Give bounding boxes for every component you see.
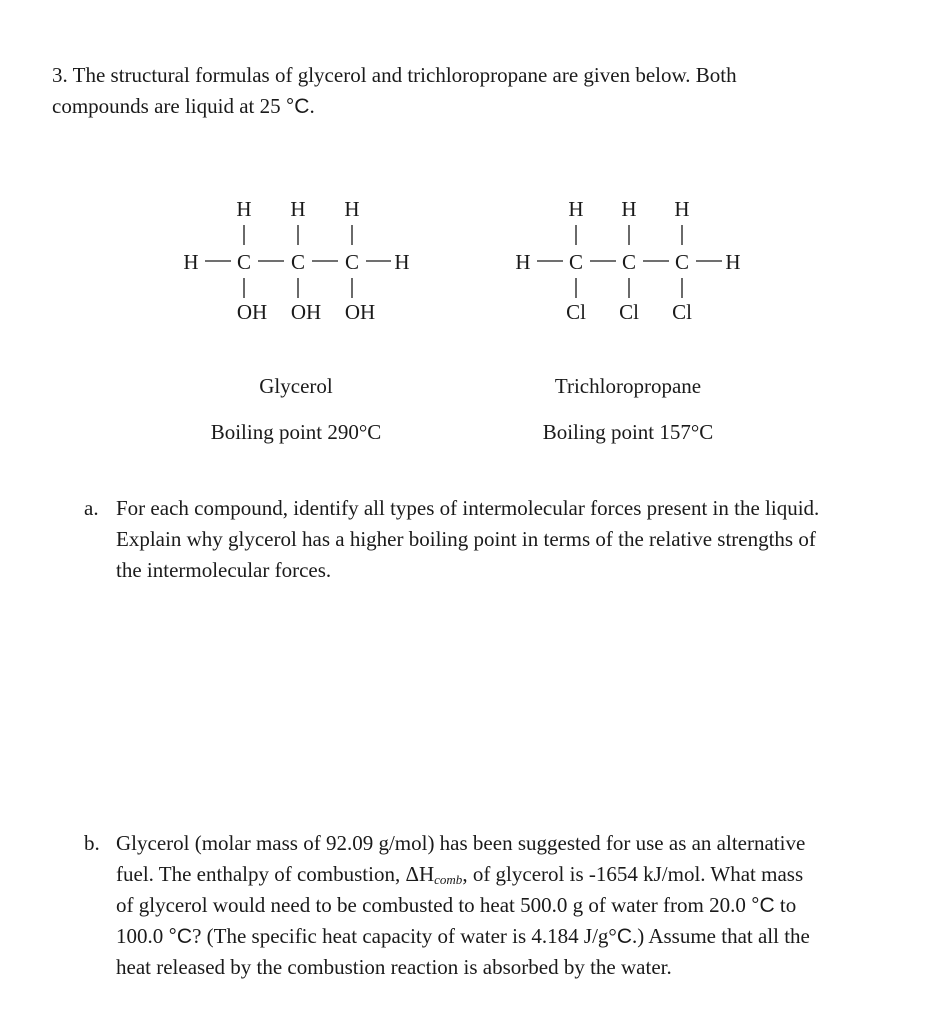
- part-b-label: b.: [84, 831, 100, 855]
- glycerol-atom-h-top-1: H: [236, 197, 252, 221]
- glycerol-group-oh-2: OH: [290, 300, 322, 324]
- trichloropropane-atom-h-top-2: H: [621, 197, 637, 221]
- trichloropropane-group-cl-1: Cl: [566, 300, 586, 324]
- trichloropropane-structure: [500, 190, 760, 330]
- trichloropropane-atom-c-1: C: [568, 250, 584, 274]
- trichloropropane-atom-c-3: C: [674, 250, 690, 274]
- glycerol-atom-h-top-2: H: [290, 197, 306, 221]
- part-a-label: a.: [84, 496, 99, 520]
- question-intro-line2: compounds are liquid at 25 °C.: [52, 94, 315, 118]
- glycerol-atom-c-1: C: [236, 250, 252, 274]
- trichloropropane-atom-c-2: C: [621, 250, 637, 274]
- glycerol-group-oh-3: OH: [344, 300, 376, 324]
- glycerol-atom-h-left: H: [183, 250, 199, 274]
- trichloropropane-atom-h-right: H: [725, 250, 741, 274]
- enthalpy-subscript: comb: [434, 872, 463, 887]
- glycerol-atom-h-right: H: [394, 250, 410, 274]
- question-intro-line1: 3. The structural formulas of glycerol and trichloropropane are given below. Both: [52, 63, 737, 87]
- glycerol-structure: [170, 190, 430, 330]
- trichloropropane-atom-h-top-3: H: [674, 197, 690, 221]
- glycerol-name: Glycerol: [259, 374, 333, 398]
- trichloropropane-boiling-point: Boiling point 157°C: [542, 420, 714, 444]
- trichloropropane-name: Trichloropropane: [554, 374, 702, 398]
- glycerol-boiling-point: Boiling point 290°C: [210, 420, 382, 444]
- part-b-text: Glycerol (molar mass of 92.09 g/mol) has been suggested for use as an alternative fuel. The enthalpy of combustion, $\Delta H_{comb}$, of glycerol is -1654 kJ/mol. What mass of glycerol would need to be combusted to heat 500.0 g of water from 20.0 °C to 100.0 °C? (The specific heat capacity of water is 4.184 J/g°C.) Assume that all the heat released by the combustion reaction is absorbed by the water.: [116, 831, 810, 979]
- glycerol-group-oh-1: OH: [236, 300, 268, 324]
- trichloropropane-group-cl-3: Cl: [672, 300, 692, 324]
- trichloropropane-atom-h-top-1: H: [568, 197, 584, 221]
- glycerol-atom-h-top-3: H: [344, 197, 360, 221]
- glycerol-atom-c-2: C: [290, 250, 306, 274]
- question-intro: [52, 60, 872, 122]
- trichloropropane-atom-h-left: H: [515, 250, 531, 274]
- trichloropropane-group-cl-2: Cl: [619, 300, 639, 324]
- question-number: 3.: [52, 63, 68, 87]
- glycerol-atom-c-3: C: [344, 250, 360, 274]
- part-a-text: For each compound, identify all types of intermolecular forces present in the liquid. Explain why glycerol has a higher boiling point in terms of the relative strengths of the intermolecular forces.: [116, 496, 820, 582]
